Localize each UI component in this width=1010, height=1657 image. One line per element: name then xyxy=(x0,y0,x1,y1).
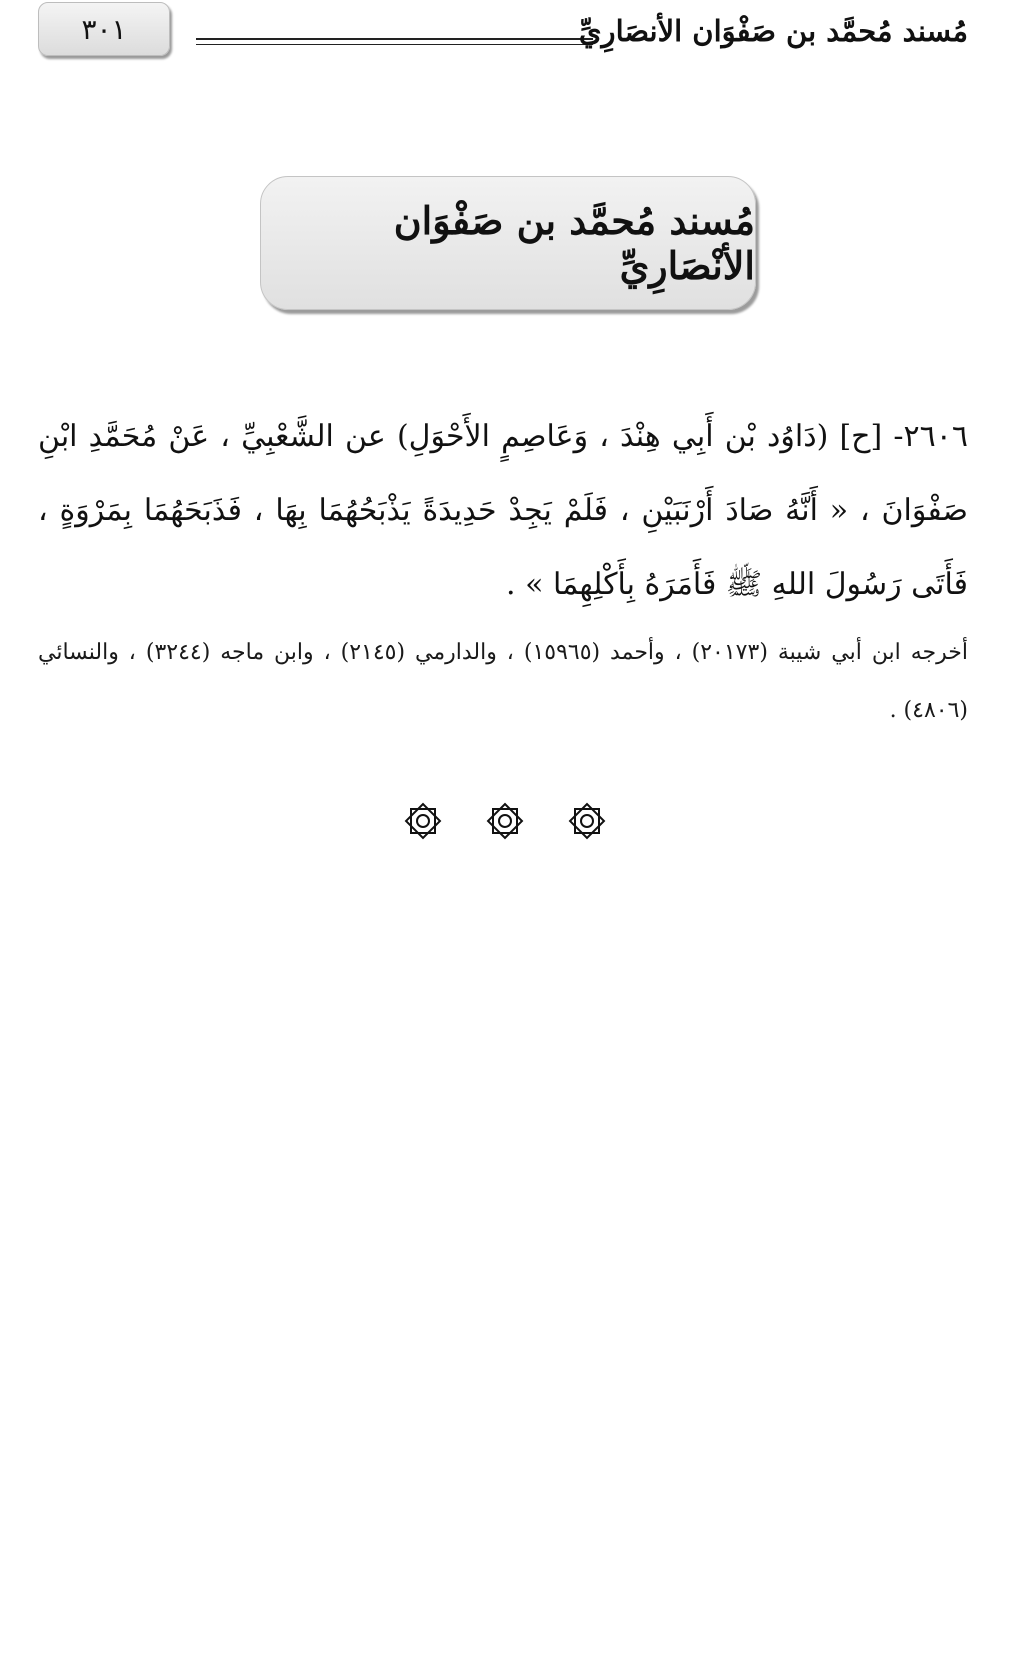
hadith-number: ٢٦٠٦- xyxy=(893,419,968,454)
section-title-box xyxy=(260,176,756,310)
page-number-box xyxy=(38,2,170,56)
running-header: مُسند مُحمَّد بن صَفْوَان الأنصَارِيِّ xyxy=(578,14,968,48)
hadith-paragraph xyxy=(38,400,968,622)
section-title: مُسند مُحمَّد بن صَفْوَان الأنْصَارِيِّ xyxy=(393,198,755,288)
eight-point-star-icon xyxy=(484,800,526,842)
page-number: ٣٠١ xyxy=(81,12,127,46)
eight-point-star-icon xyxy=(402,800,444,842)
hadith-text: [ح] (دَاوُد بْن أَبِي هِنْدَ ، وَعَاصِمٍ الأَحْوَلِ) عن الشَّعْبِيِّ ، عَنْ مُحَمَّدِ ابْنِ صَفْوَانَ ، « أَنَّهُ صَادَ أَرْنَبَيْنِ ، فَلَمْ يَجِدْ حَدِيدَةً يَذْبَحُهُمَا بِهَا ، فَذَبَحَهُمَا بِمَرْوَةٍ ، فَأَتَى رَسُولَ اللهِ ﷺ فَأَمَرَهُ بِأَكْلِهِمَا » . xyxy=(38,419,968,602)
header-rule xyxy=(196,38,593,45)
eight-point-star-icon xyxy=(566,800,608,842)
takhrij-note: أخرجه ابن أبي شيبة (٢٠١٧٣) ، وأحمد (١٥٩٦٥) ، والدارمي (٢١٤٥) ، وابن ماجه (٣٢٤٤) ، والنسائي (٤٨٠٦) . xyxy=(38,640,968,723)
ornament-row xyxy=(0,800,1010,850)
